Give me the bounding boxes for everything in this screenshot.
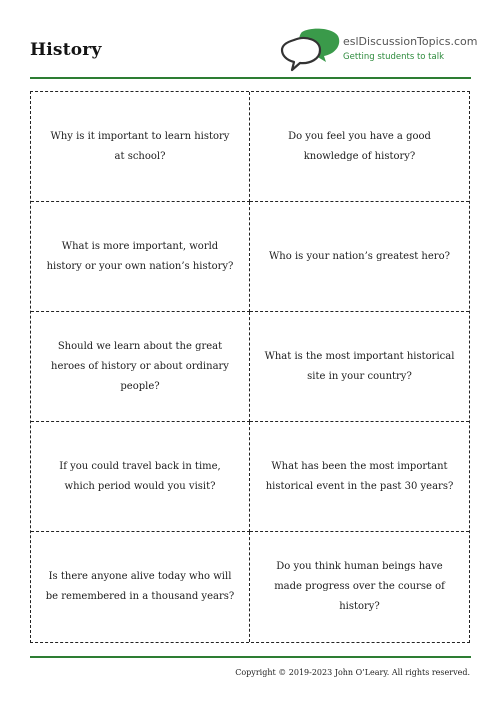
page-title: History	[30, 40, 102, 60]
question-card: Why is it important to learn history at school?	[31, 92, 250, 202]
page-header	[30, 28, 478, 74]
brand-tagline: Getting students to talk	[343, 52, 445, 62]
question-card: Do you think human beings have made progress over the course of history?	[274, 561, 445, 612]
question-card: If you could travel back in time, which period would you visit?	[31, 422, 250, 532]
brand-name: eslDiscussionTopics.com	[343, 35, 478, 48]
site-logo[interactable]	[280, 28, 478, 74]
question-card: Who is your nation’s greatest hero?	[250, 202, 469, 312]
question-cards-grid	[30, 91, 470, 643]
question-card: Is there anyone alive today who will be remembered in a thousand years?	[31, 532, 250, 642]
header-divider	[30, 77, 471, 79]
question-card: Do you feel you have a good knowledge of history?	[250, 92, 469, 202]
footer-divider	[30, 656, 471, 658]
question-card: Should we learn about the great heroes of history or about ordinary people?	[31, 312, 250, 422]
question-card: What is the most important historical site in your country?	[250, 312, 469, 422]
copyright-notice: Copyright © 2019-2023 John O’Leary. All rights reserved.	[235, 668, 470, 677]
question-card: What has been the most important historical event in the past 30 years?	[250, 422, 469, 532]
speech-bubbles-icon	[280, 28, 340, 74]
question-card: What is more important, world history or your own nation’s history?	[31, 202, 250, 312]
